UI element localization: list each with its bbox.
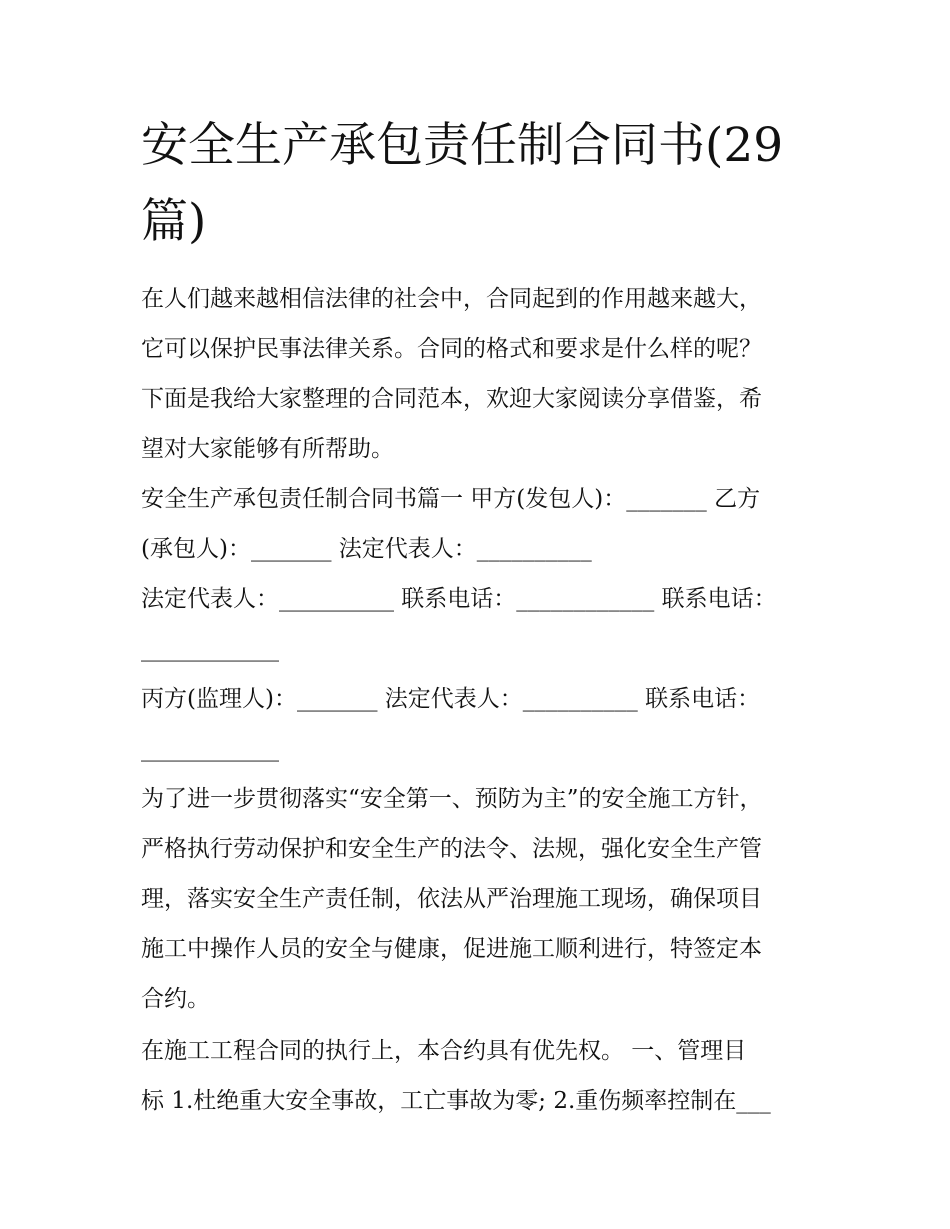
text-line: 为了进一步贯彻落实“安全第一、预防为主”的安全施工方针， [141, 786, 763, 812]
text-line: 望对大家能够有所帮助。 [141, 436, 394, 462]
text-line: 标 1.杜绝重大安全事故，工亡事故为零; 2.重伤频率控制在___ [141, 1088, 771, 1114]
text-line: ____________ [141, 636, 279, 662]
title-line: 安全生产承包责任制合同书(29 [141, 118, 784, 173]
text-line: 安全生产承包责任制合同书篇一 甲方(发包人)：_______ 乙方 [141, 486, 761, 512]
title-line: 篇) [141, 194, 207, 249]
text-line: 在人们越来越相信法律的社会中，合同起到的作用越来越大， [141, 286, 762, 312]
text-line: 施工中操作人员的安全与健康，促进施工顺利进行，特签定本 [141, 936, 762, 962]
text-line: ____________ [141, 736, 279, 762]
text-line: (承包人)：_______ 法定代表人：__________ [141, 536, 592, 562]
text-line: 法定代表人：__________ 联系电话：____________ 联系电话： [141, 586, 777, 612]
text-line: 理，落实安全生产责任制，依法从严治理施工现场，确保项目 [141, 886, 762, 912]
text-line: 严格执行劳动保护和安全生产的法令、法规，强化安全生产管 [141, 836, 762, 862]
text-line: 在施工工程合同的执行上，本合约具有优先权。 一、管理目 [141, 1038, 747, 1064]
document-body [141, 274, 831, 1126]
text-line: 下面是我给大家整理的合同范本，欢迎大家阅读分享借鉴，希 [141, 386, 762, 412]
text-line: 它可以保护民事法律关系。合同的格式和要求是什么样的呢？ [141, 336, 762, 362]
text-line: 丙方(监理人)：_______ 法定代表人：__________ 联系电话： [141, 686, 761, 712]
document-title [141, 108, 841, 260]
text-line: 合约。 [141, 986, 210, 1012]
